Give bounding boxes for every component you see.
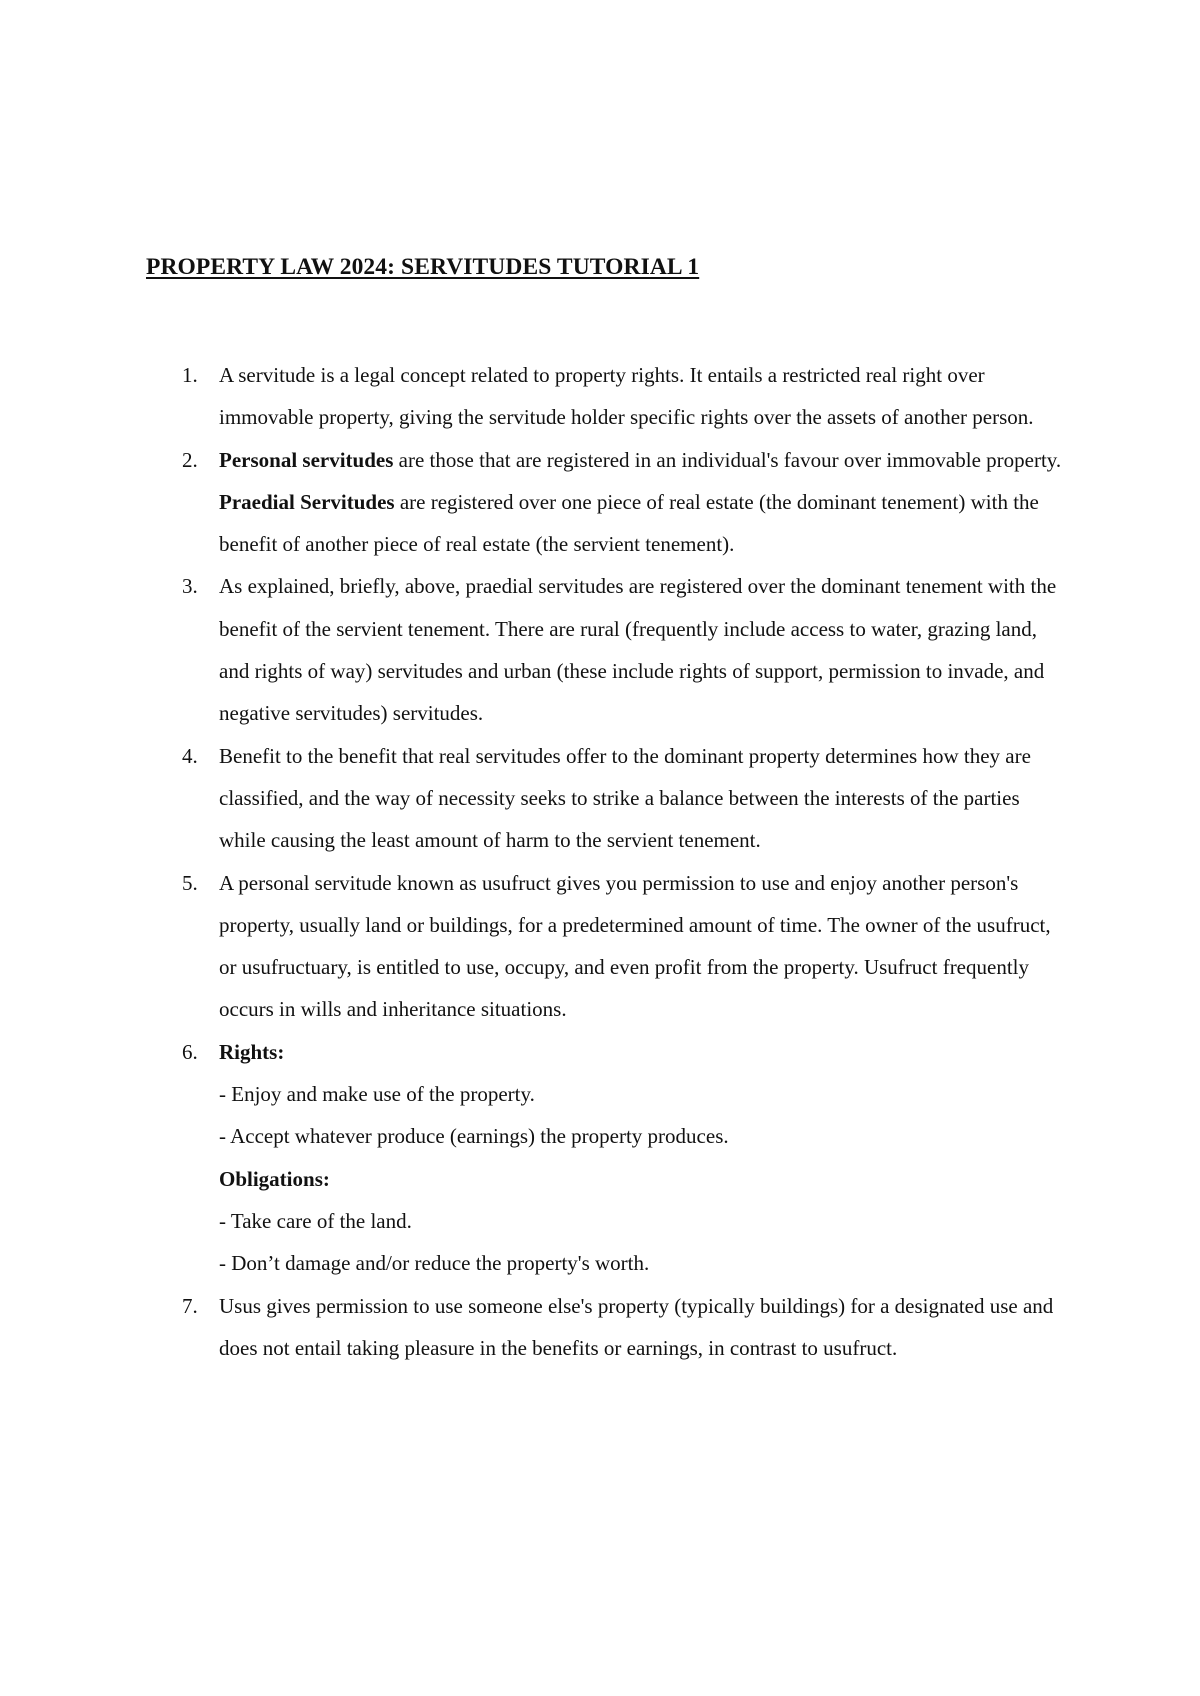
rights-line: - Accept whatever produce (earnings) the property produces.	[219, 1124, 729, 1149]
numbered-list	[0, 354, 1200, 1369]
list-item-6	[0, 1031, 1071, 1285]
rights-heading	[219, 1031, 1071, 1073]
list-number: 1.	[182, 363, 198, 387]
item-text: As explained, briefly, above, praedial servitudes are registered over the dominant tenement with the benefit of the servient tenement. There are rural (frequently include access to water, grazing land, and rights of way) servitudes and urban (these include rights of support, permission to invade, and negative servitudes) servitudes.	[219, 574, 1057, 726]
list-number: 3.	[182, 574, 198, 599]
obligations-heading-text: Obligations:	[219, 1166, 330, 1191]
praedial-servitudes-paragraph	[219, 481, 1071, 566]
praedial-servitudes-term: Praedial Servitudes	[219, 489, 395, 514]
list-number: 6.	[182, 1039, 198, 1064]
rights-line: - Enjoy and make use of the property.	[219, 1082, 535, 1107]
obligations-heading	[219, 1158, 1071, 1200]
list-number: 5.	[182, 870, 198, 895]
list-item-1	[0, 354, 1071, 439]
item-text: A personal servitude known as usufruct gives you permission to use and enjoy another person's property, usually land or buildings, for a predetermined amount of time. The owner of the usufruct, or usufructuary, is entitled to use, occupy, and even profit from the property. Usufruct frequently occurs in wills and inheritance situations.	[219, 870, 1051, 1022]
personal-servitudes-term: Personal servitudes	[219, 447, 394, 472]
list-item-5	[0, 862, 1071, 1031]
list-item-3	[0, 565, 1071, 734]
list-item-7	[0, 1285, 1071, 1370]
item-text: A servitude is a legal concept related to property rights. It entails a restricted real right over immovable property, giving the servitude holder specific rights over the assets of another person.	[219, 363, 1034, 430]
list-item-4	[0, 735, 1071, 862]
rights-heading-text: Rights:	[219, 1039, 285, 1064]
item-text: Benefit to the benefit that real servitudes offer to the dominant property determines how they are classified, and the way of necessity seeks to strike a balance between the interests of the parties while causing the least amount of harm to the servient tenement.	[219, 743, 1031, 853]
obligations-line: - Don’t damage and/or reduce the property's worth.	[219, 1251, 650, 1276]
praedial-servitudes-text: are registered over one piece of real estate (the dominant tenement) with the benefit of another piece of real estate (the servient tenement).	[219, 489, 1039, 557]
personal-servitudes-paragraph	[219, 439, 1071, 481]
document-title: PROPERTY LAW 2024: SERVITUDES TUTORIAL 1	[146, 254, 700, 280]
list-number: 7.	[182, 1293, 198, 1318]
list-item-2	[0, 439, 1071, 566]
item-text: Usus gives permission to use someone else's property (typically buildings) for a designated use and does not entail taking pleasure in the benefits or earnings, in contrast to usufruct.	[219, 1293, 1054, 1360]
list-number: 4.	[182, 743, 198, 768]
obligations-line: - Take care of the land.	[219, 1208, 412, 1233]
list-number: 2.	[182, 447, 198, 472]
personal-servitudes-text: are those that are registered in an individual's favour over immovable property.	[393, 447, 1062, 472]
